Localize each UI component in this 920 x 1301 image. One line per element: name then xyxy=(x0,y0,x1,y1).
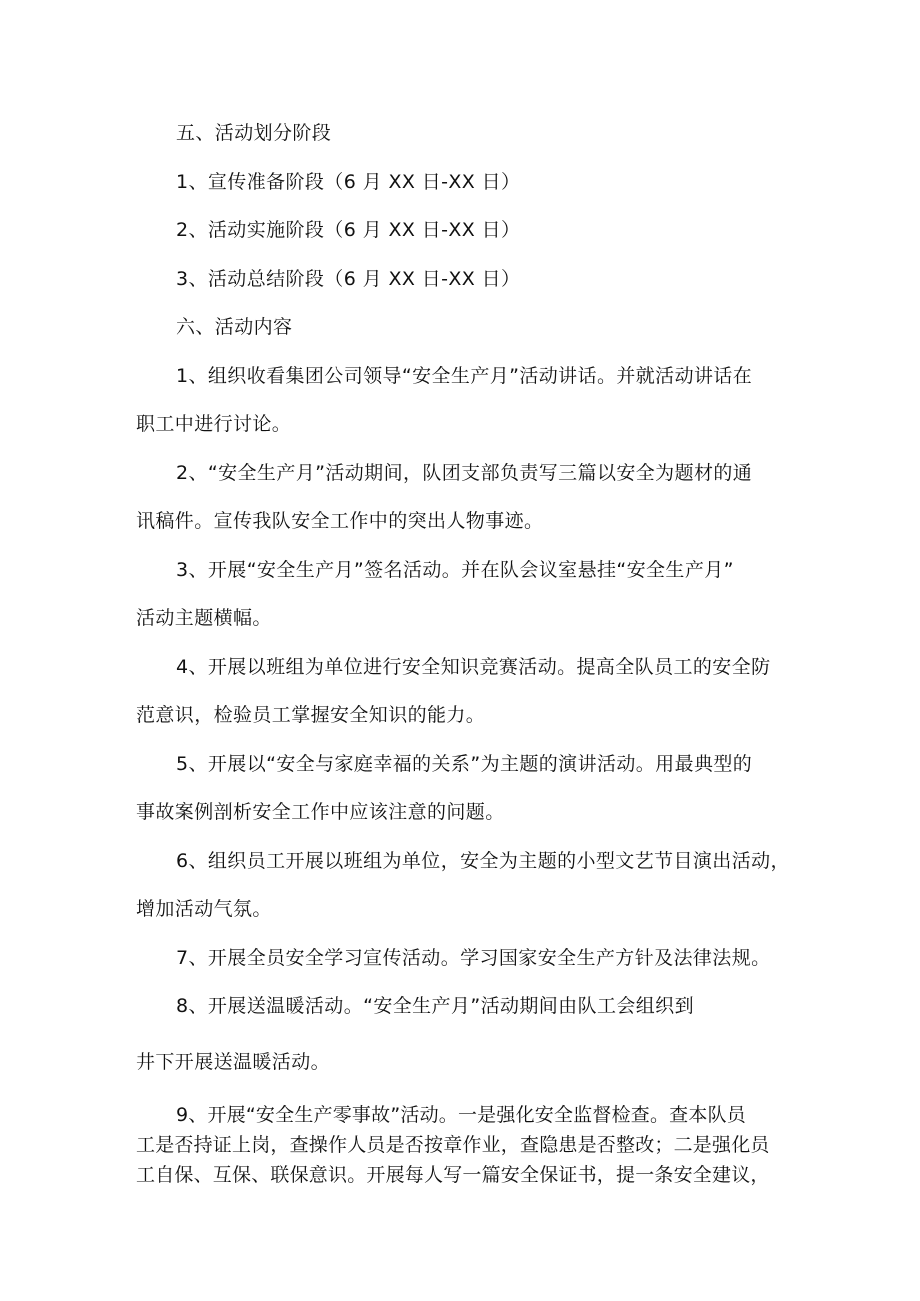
paragraph-line: 职工中进行讨论。 xyxy=(136,413,292,435)
paragraph-line: 8、开展送温暖活动。“安全生产月”活动期间由队工会组织到 xyxy=(176,995,694,1017)
section-heading: 五、活动划分阶段 xyxy=(176,122,332,144)
paragraph-line: 增加活动气氛。 xyxy=(136,898,272,920)
paragraph-line: 7、开展全员安全学习宣传活动。学习国家安全生产方针及法律法规。 xyxy=(176,947,771,969)
paragraph-line: 范意识，检验员工掌握安全知识的能力。 xyxy=(136,704,486,726)
list-item: 3、活动总结阶段（6 月 XX 日-XX 日） xyxy=(176,268,521,290)
paragraph-line: 5、开展以“安全与家庭幸福的关系”为主题的演讲活动。用最典型的 xyxy=(176,753,753,775)
paragraph-line: 事故案例剖析安全工作中应该注意的问题。 xyxy=(136,801,505,823)
paragraph-line: 工自保、互保、联保意识。开展每人写一篇安全保证书，提一条安全建议， xyxy=(136,1164,770,1186)
paragraph-line: 井下开展送温暖活动。 xyxy=(136,1051,331,1073)
paragraph-line: 6、组织员工开展以班组为单位，安全为主题的小型文艺节目演出活动， xyxy=(176,850,790,872)
paragraph-line: 活动主题横幅。 xyxy=(136,607,272,629)
paragraph-line: 4、开展以班组为单位进行安全知识竞赛活动。提高全队员工的安全防 xyxy=(176,656,771,678)
paragraph-line: 9、开展“安全生产零事故”活动。一是强化安全监督检查。查本队员 xyxy=(176,1104,746,1126)
paragraph-line: 2、“安全生产月”活动期间，队团支部负责写三篇以安全为题材的通 xyxy=(176,462,753,484)
list-item: 2、活动实施阶段（6 月 XX 日-XX 日） xyxy=(176,219,521,241)
paragraph-line: 1、组织收看集团公司领导“安全生产月”活动讲话。并就活动讲话在 xyxy=(176,365,753,387)
paragraph-line: 讯稿件。宣传我队安全工作中的突出人物事迹。 xyxy=(136,510,544,532)
list-item: 1、宣传准备阶段（6 月 XX 日-XX 日） xyxy=(176,171,521,193)
paragraph-line: 3、开展“安全生产月”签名活动。并在队会议室悬挂“安全生产月” xyxy=(176,559,734,581)
section-heading: 六、活动内容 xyxy=(176,316,293,338)
paragraph-line: 工是否持证上岗，查操作人员是否按章作业，查隐患是否整改；二是强化员 xyxy=(136,1134,770,1156)
